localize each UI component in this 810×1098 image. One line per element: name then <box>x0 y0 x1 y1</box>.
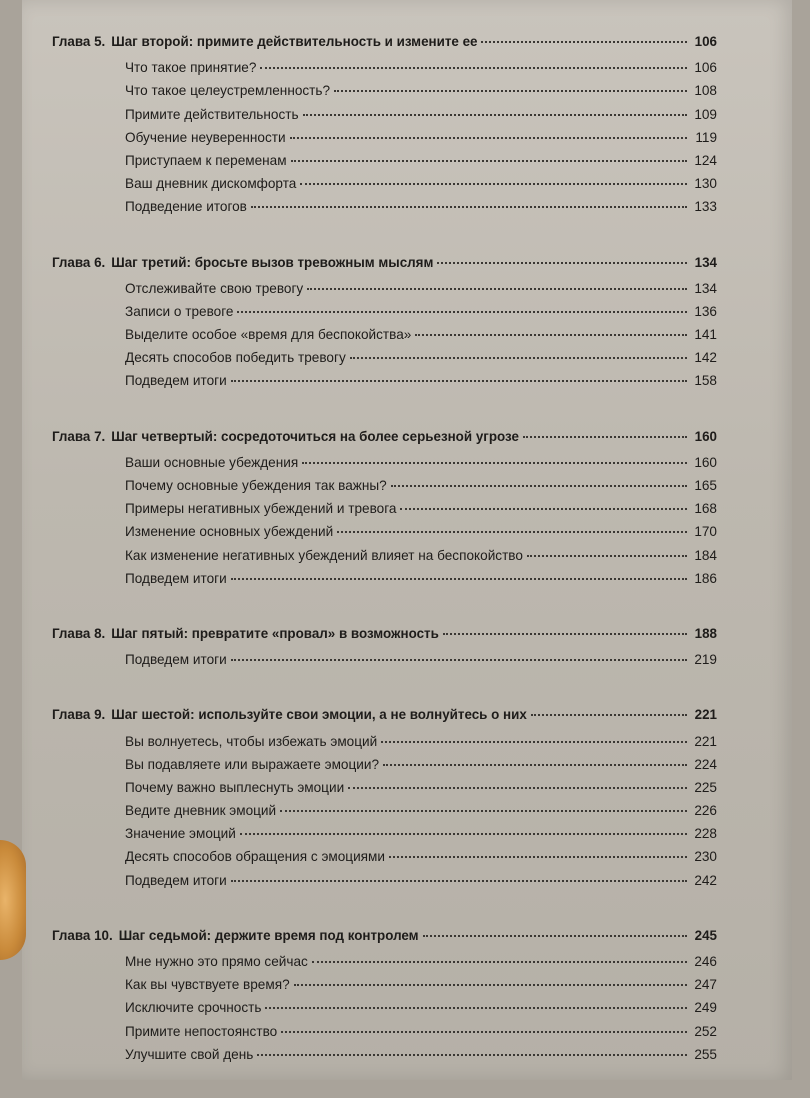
page-number: 106 <box>694 60 717 76</box>
section-title: Вы подавляете или выражаете эмоции? <box>125 756 380 772</box>
section-title: Ваши основные убеждения <box>125 454 299 470</box>
toc-entry <box>52 149 717 172</box>
section-title: Подведение итогов <box>125 199 247 215</box>
toc-entry <box>52 753 717 776</box>
chapter-label: Глава 7. <box>52 428 106 444</box>
section-title: Почему основные убеждения так важны? <box>125 478 387 493</box>
section-title: Что такое целеустремленность? <box>125 83 331 99</box>
toc-entry <box>52 56 717 79</box>
chapter-title: Шаг второй: примите действительность и измените ее <box>111 34 478 49</box>
toc-entry <box>52 474 717 497</box>
page-number: 109 <box>694 106 717 122</box>
page-number: 188 <box>694 625 717 641</box>
page-number: 136 <box>694 303 717 319</box>
dot-leader <box>350 356 687 359</box>
chapter <box>52 30 717 219</box>
section-title: Исключите срочность <box>125 1000 262 1016</box>
chapter-title: Шаг третий: бросьте вызов тревожным мыслям <box>111 254 434 270</box>
table-of-contents <box>52 30 717 1098</box>
section-title: Десять способов обращения с эмоциями <box>125 849 385 865</box>
section-title: Ведите дневник эмоций <box>125 803 277 819</box>
dot-leader <box>240 832 687 835</box>
toc-entry <box>52 369 717 392</box>
toc-entry <box>52 869 717 892</box>
toc-entry <box>52 776 717 799</box>
page-number: 108 <box>694 83 717 99</box>
chapter <box>52 703 717 892</box>
chapter <box>52 425 717 590</box>
page-number: 249 <box>694 1000 717 1016</box>
dot-leader <box>251 205 687 208</box>
section-title: Как вы чувствуете время? <box>125 977 290 993</box>
toc-entry <box>52 1020 717 1043</box>
page-number: 141 <box>694 327 717 343</box>
section-title: Мне нужно это прямо сейчас <box>125 954 308 969</box>
toc-entry <box>52 346 717 369</box>
section-title: Улучшите свой день <box>125 1046 254 1062</box>
page-number: 160 <box>694 428 717 444</box>
section-title: Подведем итоги <box>125 570 227 586</box>
chapter <box>52 251 717 393</box>
page-number: 160 <box>694 454 717 470</box>
chapter-heading <box>52 425 717 448</box>
toc-entry <box>52 950 717 973</box>
chapter <box>52 622 717 671</box>
section-title: Как изменение негативных убеждений влияет на беспокойство <box>125 547 523 563</box>
page-number: 219 <box>694 652 717 668</box>
page-number: 221 <box>694 733 717 749</box>
thumb <box>0 840 26 960</box>
dot-leader <box>381 740 687 743</box>
section-title: Записи о тревоге <box>125 303 234 319</box>
dot-leader <box>260 66 687 69</box>
toc-entry <box>52 103 717 126</box>
toc-entry <box>52 300 717 323</box>
page-number: 224 <box>694 756 717 772</box>
dot-leader <box>389 855 687 858</box>
section-title: Изменение основных убеждений <box>125 524 334 540</box>
page-number: 158 <box>694 373 717 389</box>
page-number: 228 <box>694 826 717 842</box>
dot-leader <box>290 136 687 139</box>
chapter-heading <box>52 703 717 726</box>
dot-leader <box>415 333 687 336</box>
dot-leader <box>391 484 687 487</box>
section-title: Обучение неуверенности <box>125 129 286 145</box>
page-number: 165 <box>694 478 717 493</box>
dot-leader <box>294 983 687 986</box>
dot-leader <box>280 809 687 812</box>
toc-entry <box>52 451 717 474</box>
section-title: Подведем итоги <box>125 872 227 888</box>
page-number: 247 <box>694 977 717 993</box>
page-number: 221 <box>694 707 717 723</box>
page-number: 168 <box>694 501 717 517</box>
dot-leader <box>231 577 687 580</box>
chapter-heading <box>52 622 717 645</box>
toc-entry <box>52 845 717 868</box>
section-title: Примеры негативных убеждений и тревога <box>125 501 397 517</box>
section-title: Подведем итоги <box>125 652 227 668</box>
page-number: 255 <box>694 1046 717 1062</box>
dot-leader <box>400 507 687 510</box>
dot-leader <box>265 1006 687 1009</box>
chapter-title: Шаг седьмой: держите время под контролем <box>118 927 419 943</box>
chapter-heading <box>52 924 717 947</box>
toc-entry <box>52 79 717 102</box>
chapter-label: Глава 10. <box>52 927 113 943</box>
dot-leader <box>383 763 687 766</box>
chapter-heading <box>52 30 717 53</box>
chapter-label: Глава 6. <box>52 254 106 270</box>
chapter <box>52 924 717 1066</box>
page-number: 134 <box>694 254 717 270</box>
dot-leader <box>334 89 687 92</box>
dot-leader <box>337 530 687 533</box>
page-number: 142 <box>694 350 717 366</box>
section-title: Десять способов победить тревогу <box>125 350 346 366</box>
toc-entry <box>52 544 717 567</box>
dot-leader <box>312 960 687 963</box>
dot-leader <box>303 113 687 116</box>
toc-entry <box>52 172 717 195</box>
dot-leader <box>257 1053 687 1056</box>
dot-leader <box>527 554 687 557</box>
section-title: Значение эмоций <box>125 826 236 842</box>
toc-entry <box>52 520 717 543</box>
section-title: Подведем итоги <box>125 373 227 389</box>
page-number: 226 <box>694 803 717 819</box>
section-title: Выделите особое «время для беспокойства» <box>125 327 412 343</box>
toc-entry <box>52 277 717 300</box>
page-number: 119 <box>695 129 717 145</box>
dot-leader <box>423 934 687 937</box>
dot-leader <box>300 182 687 185</box>
page-number: 245 <box>694 927 717 943</box>
page-number: 124 <box>694 152 717 168</box>
section-title: Что такое принятие? <box>125 60 257 76</box>
page-number: 252 <box>694 1023 717 1039</box>
chapter-heading <box>52 251 717 274</box>
chapter-title: Шаг шестой: используйте свои эмоции, а не волнуйтесь о них <box>111 707 527 723</box>
dot-leader <box>443 632 687 635</box>
section-title: Примите непостоянство <box>125 1023 278 1039</box>
dot-leader <box>348 786 687 789</box>
page-number: 133 <box>694 199 717 215</box>
toc-entry <box>52 567 717 590</box>
page-number: 186 <box>694 570 717 586</box>
dot-leader <box>231 379 687 382</box>
page-number: 134 <box>694 280 717 296</box>
dot-leader <box>302 461 687 464</box>
page-number: 230 <box>694 849 717 865</box>
section-title: Примите действительность <box>125 106 299 122</box>
chapter-label: Глава 8. <box>52 625 106 641</box>
section-title: Почему важно выплеснуть эмоции <box>125 779 345 795</box>
section-title: Отслеживайте свою тревогу <box>125 280 304 296</box>
page-number: 184 <box>694 547 717 563</box>
page-number: 106 <box>694 34 717 49</box>
dot-leader <box>481 40 687 43</box>
dot-leader <box>531 713 687 716</box>
dot-leader <box>437 261 687 264</box>
toc-entry <box>52 822 717 845</box>
page-number: 225 <box>694 779 717 795</box>
toc-entry <box>52 973 717 996</box>
page-number: 242 <box>694 872 717 888</box>
chapter-label: Глава 9. <box>52 707 106 723</box>
section-title: Вы волнуетесь, чтобы избежать эмоций <box>125 733 378 749</box>
toc-entry <box>52 195 717 218</box>
toc-entry <box>52 648 717 671</box>
toc-entry <box>52 730 717 753</box>
dot-leader <box>231 658 687 661</box>
toc-entry <box>52 497 717 520</box>
toc-entry <box>52 126 717 149</box>
toc-entry <box>52 1043 717 1066</box>
page-number: 246 <box>694 954 717 969</box>
page-number: 130 <box>694 176 717 192</box>
toc-entry <box>52 996 717 1019</box>
dot-leader <box>281 1030 687 1033</box>
dot-leader <box>523 435 687 438</box>
toc-entry <box>52 799 717 822</box>
chapter-label: Глава 5. <box>52 34 106 49</box>
toc-entry <box>52 323 717 346</box>
dot-leader <box>291 159 687 162</box>
chapter-title: Шаг пятый: превратите «провал» в возможность <box>111 625 439 641</box>
dot-leader <box>231 879 687 882</box>
page-number: 170 <box>694 524 717 540</box>
section-title: Приступаем к переменам <box>125 152 287 168</box>
dot-leader <box>307 287 687 290</box>
dot-leader <box>237 310 687 313</box>
chapter-title: Шаг четвертый: сосредоточиться на более серьезной угрозе <box>111 428 519 444</box>
section-title: Ваш дневник дискомфорта <box>125 176 297 192</box>
